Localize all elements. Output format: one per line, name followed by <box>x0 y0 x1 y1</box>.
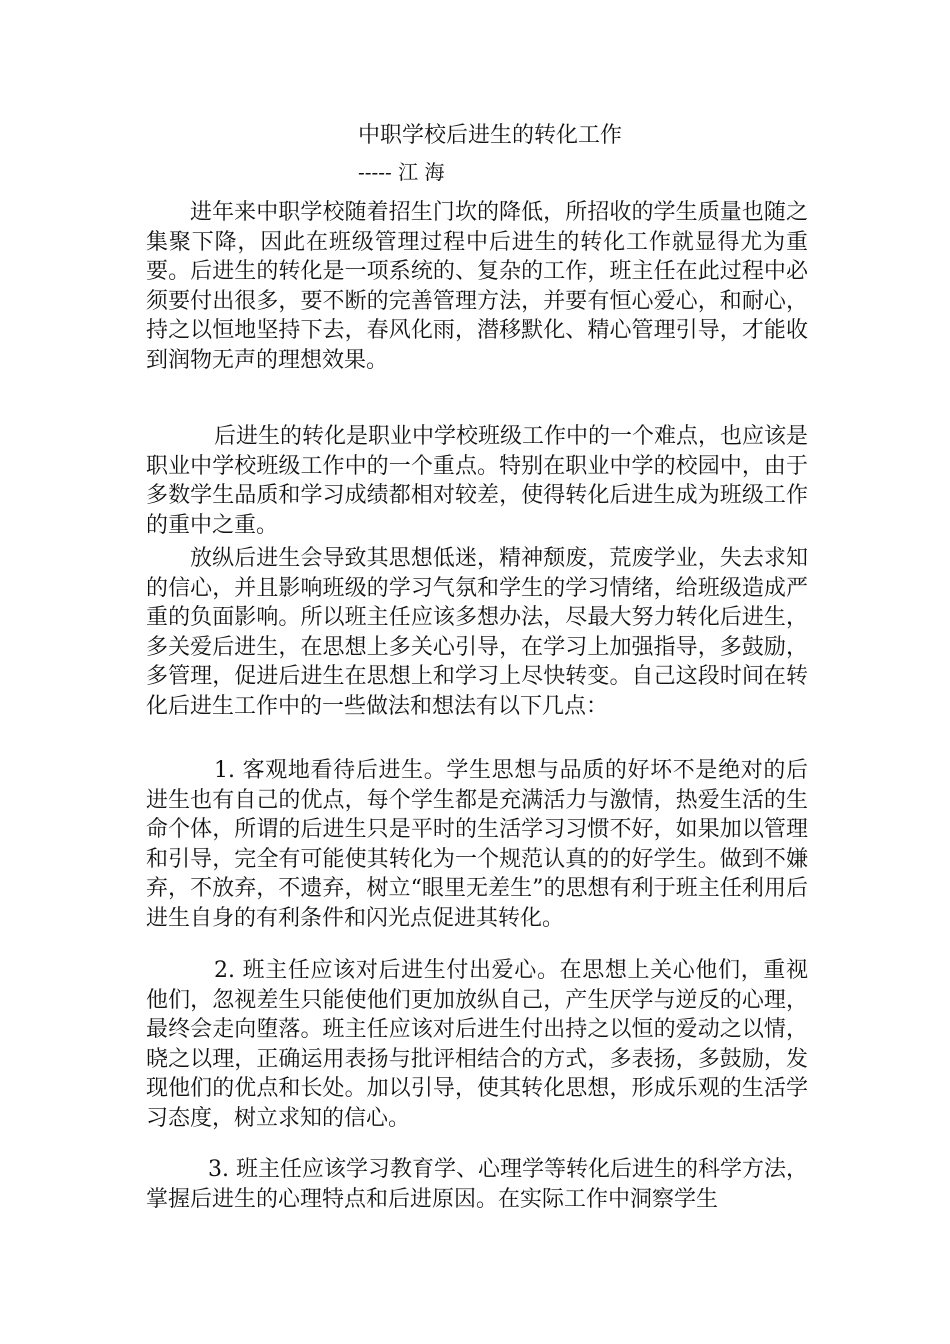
paragraph-point-1: 1. 客观地看待后进生。学生思想与品质的好坏不是绝对的后进生也有自己的优点，每个学生都是充满活力与激情，热爱生活的生命个体，所谓的后进生只是平时的生活学习习惯不好，如果加以管理和引导，完全有可能使其转化为一个规范认真的的好学生。做到不嫌弃，不放弃，不遗弃，树立“眼里无差生”的思想有利于班主任利用后进生自身的有利条件和闪光点促进其转化。 <box>146 758 808 931</box>
paragraph-difficulty: 后进生的转化是职业中学校班级工作中的一个难点，也应该是职业中学校班级工作中的一个重点。特别在职业中学的校园中，由于多数学生品质和学习成绩都相对较差，使得转化后进生成为班级工作的重中之重。 <box>146 424 809 538</box>
paragraph-point-3: 3. 班主任应该学习教育学、心理学等转化后进生的科学方法，掌握后进生的心理特点和后进原因。在实际工作中洞察学生 <box>146 1157 808 1212</box>
paragraph-consequences: 放纵后进生会导致其思想低迷，精神颓废，荒废学业，失去求知的信心，并且影响班级的学习气氛和学生的学习情绪，给班级造成严重的负面影响。所以班主任应该多想办法，尽最大努力转化后进生，多关爱后进生，在思想上多关心引导，在学习上加强指导，多鼓励，多管理，促进后进生在思想上和学习上尽快转变。自己这段时间在转化后进生工作中的一些做法和想法有以下几点： <box>146 546 808 719</box>
document-title: 中职学校后进生的转化工作 <box>358 123 623 148</box>
document-author: ----- 江 海 <box>358 160 445 184</box>
paragraph-intro: 进年来中职学校随着招生门坎的降低，所招收的学生质量也随之集聚下降，因此在班级管理过程中后进生的转化工作就显得尤为重要。后进生的转化是一项系统的、复杂的工作，班主任在此过程中必须要付出很多，要不断的完善管理方法，并要有恒心爱心，和耐心，持之以恒地坚持下去，春风化雨，潜移默化、精心管理引导，才能收到润物无声的理想效果。 <box>146 200 808 373</box>
paragraph-point-2: 2. 班主任应该对后进生付出爱心。在思想上关心他们，重视他们，忽视差生只能使他们更加放纵自己，产生厌学与逆反的心理，最终会走向堕落。班主任应该对后进生付出持之以恒的爱动之以情，晓之以理，正确运用表扬与批评相结合的方式，多表扬，多鼓励，发现他们的优点和长处。加以引导，使其转化思想，形成乐观的生活学习态度，树立求知的信心。 <box>146 958 808 1131</box>
